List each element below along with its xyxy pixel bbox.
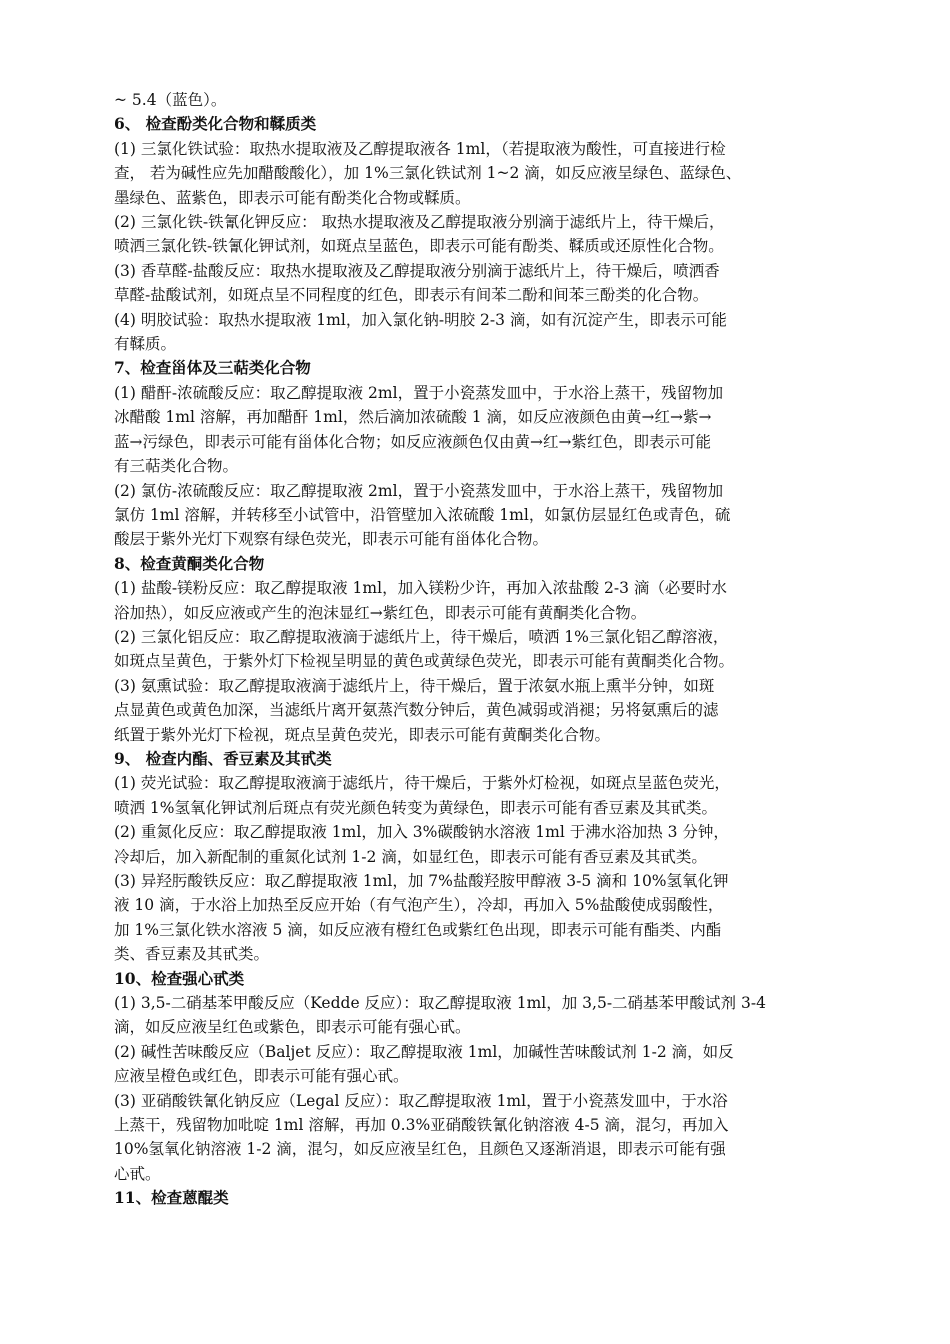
text-line: 液 10 滴，于水浴上加热至反应开始（有气泡产生），冷却，再加入 5%盐酸使成弱酸性， (114, 896, 724, 915)
text-line: (4) 明胶试验：取热水提取液 1ml，加入氯化钠-明胶 2-3 滴，如有沉淀产生，即表示可能 (114, 310, 727, 329)
text-line: (3) 香草醛-盐酸反应：取热水提取液及乙醇提取液分别滴于滤纸片上，待干燥后，喷洒香 (114, 261, 720, 280)
text-line: (1) 盐酸-镁粉反应：取乙醇提取液 1ml，加入镁粉少许，再加入浓盐酸 2-3 滴（必要时水 (114, 579, 727, 598)
text-line: (1) 荧光试验：取乙醇提取液滴于滤纸片，待干燥后，于紫外灯检视，如斑点呈蓝色荧光， (114, 774, 730, 793)
document-page (114, 88, 860, 1211)
text-line: 查， 若为碱性应先加醋酸酸化），加 1%三氯化铁试剂 1~2 滴，如反应液呈绿色、蓝绿色、 (114, 164, 742, 183)
text-line: 如斑点呈黄色，于紫外灯下检视呈明显的黄色或黄绿色荧光，即表示可能有黄酮类化合物。 (114, 652, 735, 671)
text-line: 上蒸干，残留物加吡啶 1ml 溶解，再加 0.3%亚硝酸铁氰化钠溶液 4-5 滴，混匀，再加入 (114, 1116, 729, 1135)
text-line: 滴，如反应液呈红色或紫色，即表示可能有强心甙。 (114, 1018, 471, 1037)
text-line: 冰醋酸 1ml 溶解，再加醋酐 1ml，然后滴加浓硫酸 1 滴，如反应液颜色由黄→红→紫→ (114, 408, 712, 427)
section-heading-flavonoids: 8、检查黄酮类化合物 (114, 553, 265, 573)
text-line: 酸层于紫外光灯下观察有绿色荧光，即表示可能有甾体化合物。 (114, 530, 549, 549)
text-line: 心甙。 (114, 1164, 161, 1183)
text-line: ~ 5.4（蓝色）。 (114, 91, 227, 109)
text-line: (2) 三氯化铁-铁氰化钾反应： 取热水提取液及乙醇提取液分别滴于滤纸片上，待干燥后， (114, 213, 725, 232)
text-line: (2) 碱性苦味酸反应（Baljet 反应）：取乙醇提取液 1ml，加碱性苦味酸试剂 1-2 滴，如反 (114, 1042, 734, 1061)
text-line: (3) 氨熏试验：取乙醇提取液滴于滤纸片上，待干燥后，置于浓氨水瓶上熏半分钟，如斑 (114, 676, 715, 695)
text-line: 浴加热），如反应液或产生的泡沫显红→紫红色，即表示可能有黄酮类化合物。 (114, 603, 647, 622)
section-heading-coumarins: 9、 检查内酯、香豆素及其甙类 (114, 748, 332, 768)
text-line: (1) 醋酐-浓硫酸反应：取乙醇提取液 2ml，置于小瓷蒸发皿中，于水浴上蒸干，残留物加 (114, 383, 724, 402)
section-heading-steroids: 7、检查甾体及三萜类化合物 (114, 358, 311, 378)
text-line: 草醛-盐酸试剂，如斑点呈不同程度的红色，即表示有间苯二酚和间苯三酚类的化合物。 (114, 286, 709, 305)
text-line: 类、香豆素及其甙类。 (114, 945, 270, 964)
text-line: 墨绿色、蓝紫色，即表示可能有酚类化合物或鞣质。 (114, 188, 471, 207)
text-line: (1) 三氯化铁试验：取热水提取液及乙醇提取液各 1ml，（若提取液为酸性，可直接进行检 (114, 139, 726, 158)
text-line: (3) 异羟肟酸铁反应：取乙醇提取液 1ml，加 7%盐酸羟胺甲醇液 3-5 滴和 10%氢氧化钾 (114, 872, 729, 890)
section-heading-phenols: 6、 检查酚类化合物和鞣质类 (114, 114, 317, 134)
text-line: 有鞣质。 (114, 335, 177, 354)
text-line: (2) 氯仿-浓硫酸反应：取乙醇提取液 2ml，置于小瓷蒸发皿中，于水浴上蒸干，残留物加 (114, 481, 724, 500)
text-line: (3) 亚硝酸铁氰化钠反应（Legal 反应）：取乙醇提取液 1ml，置于小瓷蒸发皿中，于水浴 (114, 1091, 728, 1110)
text-line: 有三萜类化合物。 (114, 457, 239, 476)
text-line: 喷洒 1%氢氧化钾试剂后斑点有荧光颜色转变为黄绿色，即表示可能有香豆素及其甙类。 (114, 798, 718, 817)
text-line: (2) 重氮化反应：取乙醇提取液 1ml，加入 3%碳酸钠水溶液 1ml 于沸水浴加热 3 分钟， (114, 823, 729, 842)
text-line: (1) 3,5-二硝基苯甲酸反应（Kedde 反应）：取乙醇提取液 1ml，加 3,5-二硝基苯甲酸试剂 3-4 (114, 994, 766, 1013)
section-heading-cardiac-glycosides: 10、检查强心甙类 (114, 968, 245, 988)
text-line: 点显黄色或黄色加深，当滤纸片离开氨蒸汽数分钟后，黄色减弱或消褪；另将氨熏后的滤 (114, 701, 719, 720)
section-heading-anthraquinones: 11、检查蒽醌类 (114, 1188, 229, 1208)
text-line: 应液呈橙色或红色，即表示可能有强心甙。 (114, 1067, 409, 1086)
text-line: 蓝→污绿色，即表示可能有甾体化合物；如反应液颜色仅由黄→红→紫红色，即表示可能 (114, 432, 711, 451)
text-line: 冷却后，加入新配制的重氮化试剂 1-2 滴，如显红色，即表示可能有香豆素及其甙类。 (114, 847, 707, 866)
text-line: 氯仿 1ml 溶解，并转移至小试管中，沿管壁加入浓硫酸 1ml，如氯仿层显红色或青色，硫 (114, 505, 731, 524)
text-line: 纸置于紫外光灯下检视，斑点呈黄色荧光，即表示可能有黄酮类化合物。 (114, 725, 611, 744)
text-line: (2) 三氯化铝反应：取乙醇提取液滴于滤纸片上，待干燥后，喷洒 1%三氯化铝乙醇溶液， (114, 627, 729, 646)
text-line: 10%氢氧化钠溶液 1-2 滴，混匀，如反应液呈红色，且颜色又逐渐消退，即表示可能有强 (114, 1140, 726, 1159)
text-line: 加 1%三氯化铁水溶液 5 滴，如反应液有橙红色或紫红色出现，即表示可能有酯类、内酯 (114, 920, 722, 939)
text-line: 喷洒三氯化铁-铁氰化钾试剂，如斑点呈蓝色，即表示可能有酚类、鞣质或还原性化合物。 (114, 237, 724, 256)
